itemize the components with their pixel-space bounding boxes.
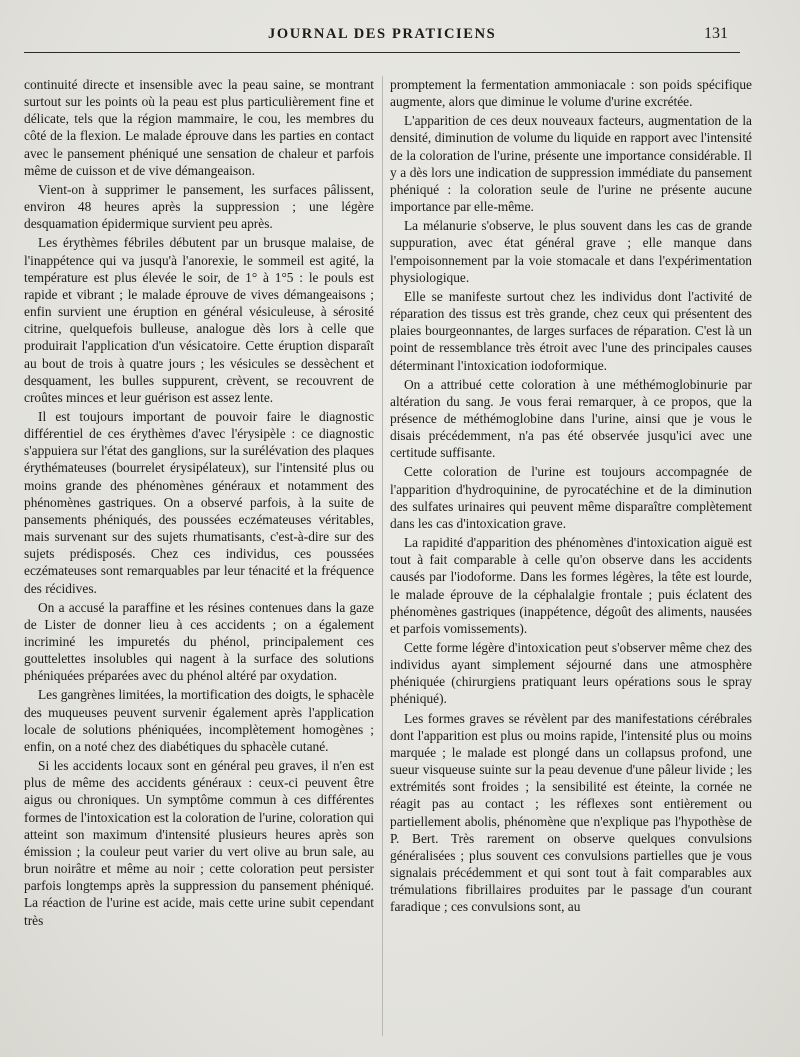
column-divider	[382, 76, 383, 1036]
paragraph: La rapidité d'apparition des phénomènes d'intoxication aiguë est tout à fait comparable à celle qu'on observe dans les accidents causés par l'iodoforme. Dans les formes légères, la tête est lourde, le malade éprouve de la céphalalgie frontale ; puis éclatent des phénomènes gastriques (inappétence, dégoût des aliments, nausées et parfois vomissements).	[390, 535, 752, 636]
header-rule	[24, 52, 740, 53]
paragraph: promptement la fermentation ammoniacale : son poids spécifique augmente, alors que diminue le volume d'urine excrétée.	[390, 77, 752, 110]
paragraph: On a accusé la paraffine et les résines contenues dans la gaze de Lister de donner lieu à ces accidents ; on a également incriminé les impuretés du phénol, principalement ces gouttelettes insolubles qui nagent à la surface des solutions phéniquées préparées avec du phénol altéré par oxydation.	[24, 599, 374, 684]
page-number: 131	[704, 25, 728, 42]
paragraph: Cette forme légère d'intoxication peut s'observer même chez des individus ayant simplement séjourné dans une atmosphère phéniquée (chirurgiens pratiquant leurs opérations sous le spray phéniqué).	[390, 640, 752, 707]
paragraph: On a attribué cette coloration à une méthémoglobinurie par altération du sang. Je vous ferai remarquer, à ce propos, que la présence de méthémoglobine dans l'urine, ainsi que je vous le disais précédemment, n'a pas été observée jusqu'ici avec une certitude suffisante.	[390, 376, 752, 461]
journal-title: JOURNAL DES PRATICIENS	[268, 26, 497, 42]
paragraph: Il est toujours important de pouvoir faire le diagnostic différentiel de ces érythèmes d'avec l'érysipèle : ce diagnostic s'appuiera sur l'état des ganglions, sur la surélévation des plaques érythémateuses (bourrelet érysipélateux), sur l'intensité plus ou moins grande des phénomènes généraux et notamment des phénomènes gastriques. On a observé parfois, à la suite de pansements phéniqués, des poussées eczémateuses véritables, mais survenant sur des sujets rhumatisants, c'est-à-dire sur des sujets prédisposés. Chez ces individus, ces poussées eczémateuses sont remarquables par leur ténacité et la fréquence des récidives.	[24, 408, 374, 596]
left-column	[24, 76, 374, 931]
paragraph: La mélanurie s'observe, le plus souvent dans les cas de grande suppuration, avec état général grave ; elle manque dans l'empoisonnement par la voie stomacale et dans l'expérimentation physiologique.	[390, 218, 752, 285]
paragraph: Si les accidents locaux sont en général peu graves, il n'en est plus de même des accidents généraux : ceux-ci peuvent être aigus ou chroniques. Un symptôme commun à ces différentes formes de l'intoxication est la coloration de l'urine, coloration qui atteint son maximum d'intensité plusieurs heures après son émission ; la couleur peut varier du vert olive au brun sale, au brun noirâtre et même au noir ; cette coloration peut persister parfois longtemps après la suppression du pansement phéniqué. La réaction de l'urine est acide, mais cette urine subit cependant très	[24, 758, 374, 928]
paragraph: Les érythèmes fébriles débutent par un brusque malaise, de l'inappétence qui va jusqu'à l'anorexie, le sommeil est agité, la température est plus élevée le soir, de 1° à 1°5 : le pouls est rapide et vibrant ; le malade éprouve de vives démangeaisons ; enfin survient une éruption en général vésiculeuse, à sérosité citrine, quelquefois bulleuse, analogue dès lors à celle que produirait l'application d'un vésicatoire. Cette éruption disparaît au bout de trois à quatre jours ; les vésicules se dessèchent et desquament, les bulles suppurent, crèvent, se recouvrent de croûtes minces et leur guérison est assez lente.	[24, 235, 374, 405]
paragraph: L'apparition de ces deux nouveaux facteurs, augmentation de la densité, diminution de volume du liquide en rapport avec l'intensité de la coloration de l'urine, présente une importance considérable. Il y a dès lors une indication de suppression immédiate du pansement phéniqué : la coloration seule de l'urine ne présente aucune importance par elle-même.	[390, 113, 752, 215]
page-header	[0, 0, 800, 58]
paragraph: Les gangrènes limitées, la mortification des doigts, le sphacèle des muqueuses peuvent survenir également après l'application locale de solutions phéniquées, incomplètement homogènes ; enfin, on a noté chez des diabétiques du sphacèle cutané.	[24, 687, 374, 754]
paragraph: Les formes graves se révèlent par des manifestations cérébrales dont l'apparition est plus ou moins rapide, l'intensité plus ou moins marquée ; le malade est plongé dans un collapsus profond, une sueur visqueuse suinte sur la peau devenue d'une pâleur livide ; les extrémités sont froides ; la sensibilité est éteinte, la cornée ne réagit pas au contact ; les réflexes sont entièrement ou partiellement abolis, phénomène que n'explique pas l'hypothèse de P. Bert. Très rarement on observe quelques convulsions généralisées ; plus souvent ces convulsions partielles que je vous signalais précédemment et qui sont tout à fait comparables aux trémulations fibrillaires produites par le passage d'un courant faradique ; ces convulsions sont, au	[390, 710, 752, 915]
right-column	[390, 76, 752, 918]
paragraph: Vient-on à supprimer le pansement, les surfaces pâlissent, environ 48 heures après la suppression ; une légère desquamation épidermique survient peu après.	[24, 181, 374, 232]
paragraph: Elle se manifeste surtout chez les individus dont l'activité de réparation des tissus est très grande, chez ceux qui présentent des plaies bourgeonnantes, de larges surfaces de réparation. C'est là un point de ressemblance très étroit avec l'une des principales causes déterminant l'intoxication iodoformique.	[390, 288, 752, 373]
paragraph: continuité directe et insensible avec la peau saine, se montrant surtout sur les points où la peau est plus particulièrement fine et délicate, tels que la région mammaire, le cou, les membres du côté de la flexion. Le malade éprouve dans les parties en contact avec le pansement phéniqué une sensation de chaleur et parfois même de cuisson et de vive démangeaison.	[24, 77, 374, 178]
paragraph: Cette coloration de l'urine est toujours accompagnée de l'apparition d'hydroquinine, de pyrocatéchine et de la diminution des sulfates urinaires qui peuvent même disparaître complètement dans les cas d'intoxication grave.	[390, 464, 752, 531]
